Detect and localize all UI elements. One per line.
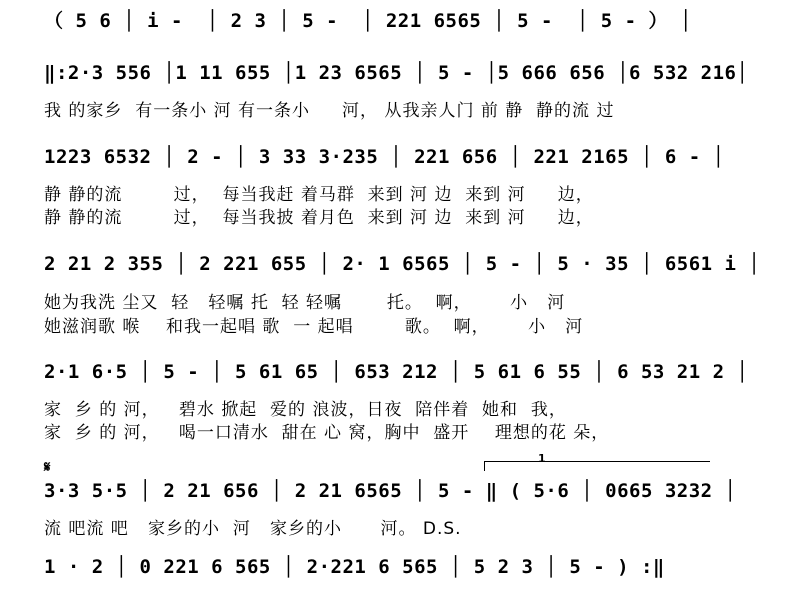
intro-line: （ 5 6 │ i - │ 2 3 │ 5 - │ 221 6565 │ 5 - │ 5 - ） │ xyxy=(44,10,692,32)
notation-row-6: 1 · 2 │ 0 221 6 565 │ 2·221 6 565 │ 5 2 3 │ 5 - ) :‖ xyxy=(44,556,665,578)
notation-row-4: 2·1 6·5 │ 5 - │ 5 61 65 │ 653 212 │ 5 61 6 55 │ 6 53 21 2 │ xyxy=(44,361,749,383)
lyric-row-2b: 静 静的流 过， 每当我披 着月色 来到 河 边 来到 河 边， xyxy=(44,208,594,228)
volta-number: 1 xyxy=(538,452,546,465)
lyric-row-3b: 她滋润歌 喉 和我一起唱 歌 一 起唱 歌。 啊， 小 河 xyxy=(44,317,584,337)
lyric-row-4b: 家 乡 的 河， 喝一口清水 甜在 心 窝，胸中 盛开 理想的花 朵， xyxy=(44,423,610,443)
lyric-row-1: 我 的家乡 有一条小 河 有一条小 河， 从我亲人门 前 静 静的流 过 xyxy=(44,101,615,121)
lyric-row-2a: 静 静的流 过， 每当我赶 着马群 来到 河 边 来到 河 边， xyxy=(44,185,594,205)
lyric-row-3a: 她为我洗 尘又 轻 轻嘱 托 轻 轻嘱 托。 啊， 小 河 xyxy=(44,293,566,313)
notation-row-5: 3·3 5·5 │ 2 21 656 │ 2 21 6565 │ 5 - ‖ ( 5·6 │ 0665 3232 │ xyxy=(44,480,737,502)
notation-row-2: 1223 6532 │ 2 - │ 3 33 3·235 │ 221 656 │ 221 2165 │ 6 - │ xyxy=(44,146,725,168)
volta-bracket xyxy=(484,461,710,462)
notation-row-1: ‖:2·3 556 │1 11 655 │1 23 6565 │ 5 - │5 666 656 │6 532 216│ xyxy=(44,62,749,84)
lyric-row-4a: 家 乡 的 河， 碧水 掀起 爱的 浪波，日夜 陪伴着 她和 我， xyxy=(44,400,567,420)
volta-bracket-start xyxy=(484,461,485,471)
notation-row-3: 2 21 2 355 │ 2 221 655 │ 2· 1 6565 │ 5 - │ 5 · 35 │ 6561 i │ xyxy=(44,253,761,275)
lyric-row-5: 流 吧流 吧 家乡的小 河 家乡的小 河。 D.S. xyxy=(44,519,462,539)
segno-sign: 𝄋 xyxy=(44,458,51,476)
